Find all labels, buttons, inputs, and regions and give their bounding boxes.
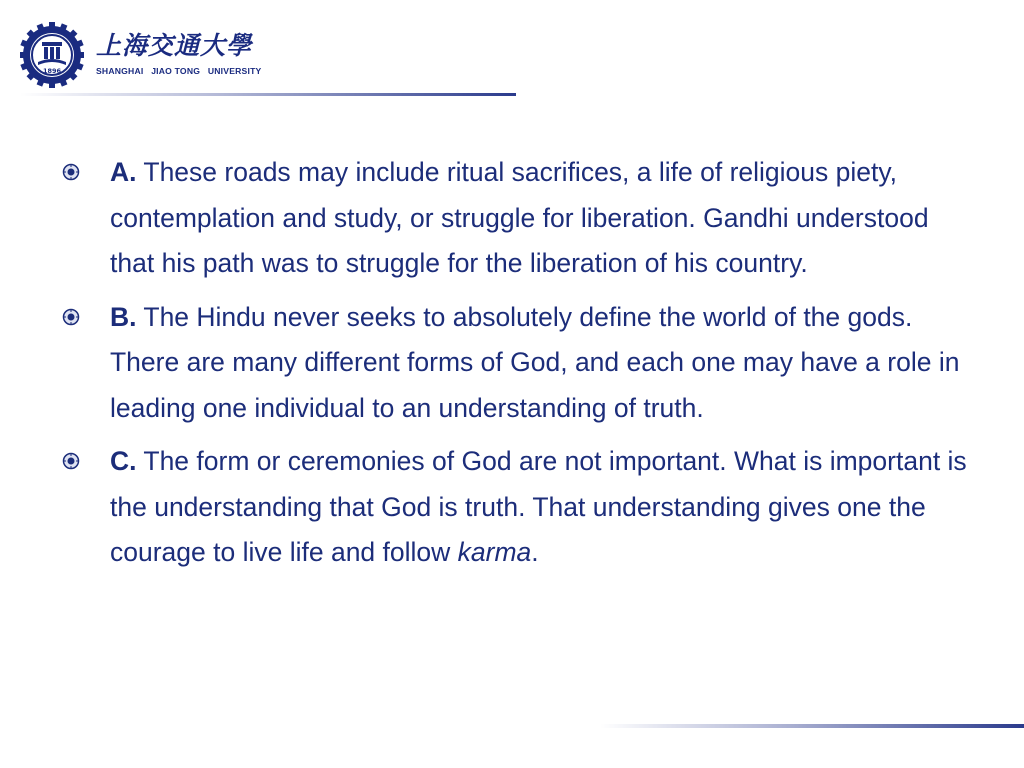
bullet-icon xyxy=(62,163,80,181)
university-logo xyxy=(20,22,262,88)
bullet-item-c xyxy=(62,439,968,576)
slide-body xyxy=(62,150,968,584)
bullet-icon xyxy=(62,452,80,470)
bullet-text-end: . xyxy=(531,537,539,567)
bullet-label: B. xyxy=(110,301,137,332)
header-divider xyxy=(20,93,516,96)
footer-divider xyxy=(600,724,1024,728)
bullet-icon xyxy=(62,308,80,326)
bullet-item-b xyxy=(62,295,968,432)
bullet-label: A. xyxy=(110,157,137,187)
bullet-item-a xyxy=(62,150,968,287)
bullet-text: The Hindu never seeks to absolutely define the world of the gods. There are many different forms of God, and each one may have a role in leading one individual to an understanding of truth. xyxy=(110,301,960,423)
university-chinese-name: 上海交通大學 xyxy=(96,31,253,60)
university-english-name: SHANGHAI JIAO TONG UNIVERSITY xyxy=(96,66,262,76)
svg-text:1896: 1896 xyxy=(42,67,62,75)
bullet-term-karma: karma xyxy=(457,537,532,567)
bullet-label: C. xyxy=(110,446,137,476)
bullet-text: The form or ceremonies of God are not important. What is important is the understanding that God is truth. That understanding gives one the courage to live life and follow xyxy=(110,446,967,567)
university-seal-icon xyxy=(20,22,84,88)
bullet-text: These roads may include ritual sacrifices, a life of religious piety, contemplation and study, or struggle for liberation. Gandhi understood that his path was to struggle for the liberation of his country. xyxy=(110,157,929,278)
